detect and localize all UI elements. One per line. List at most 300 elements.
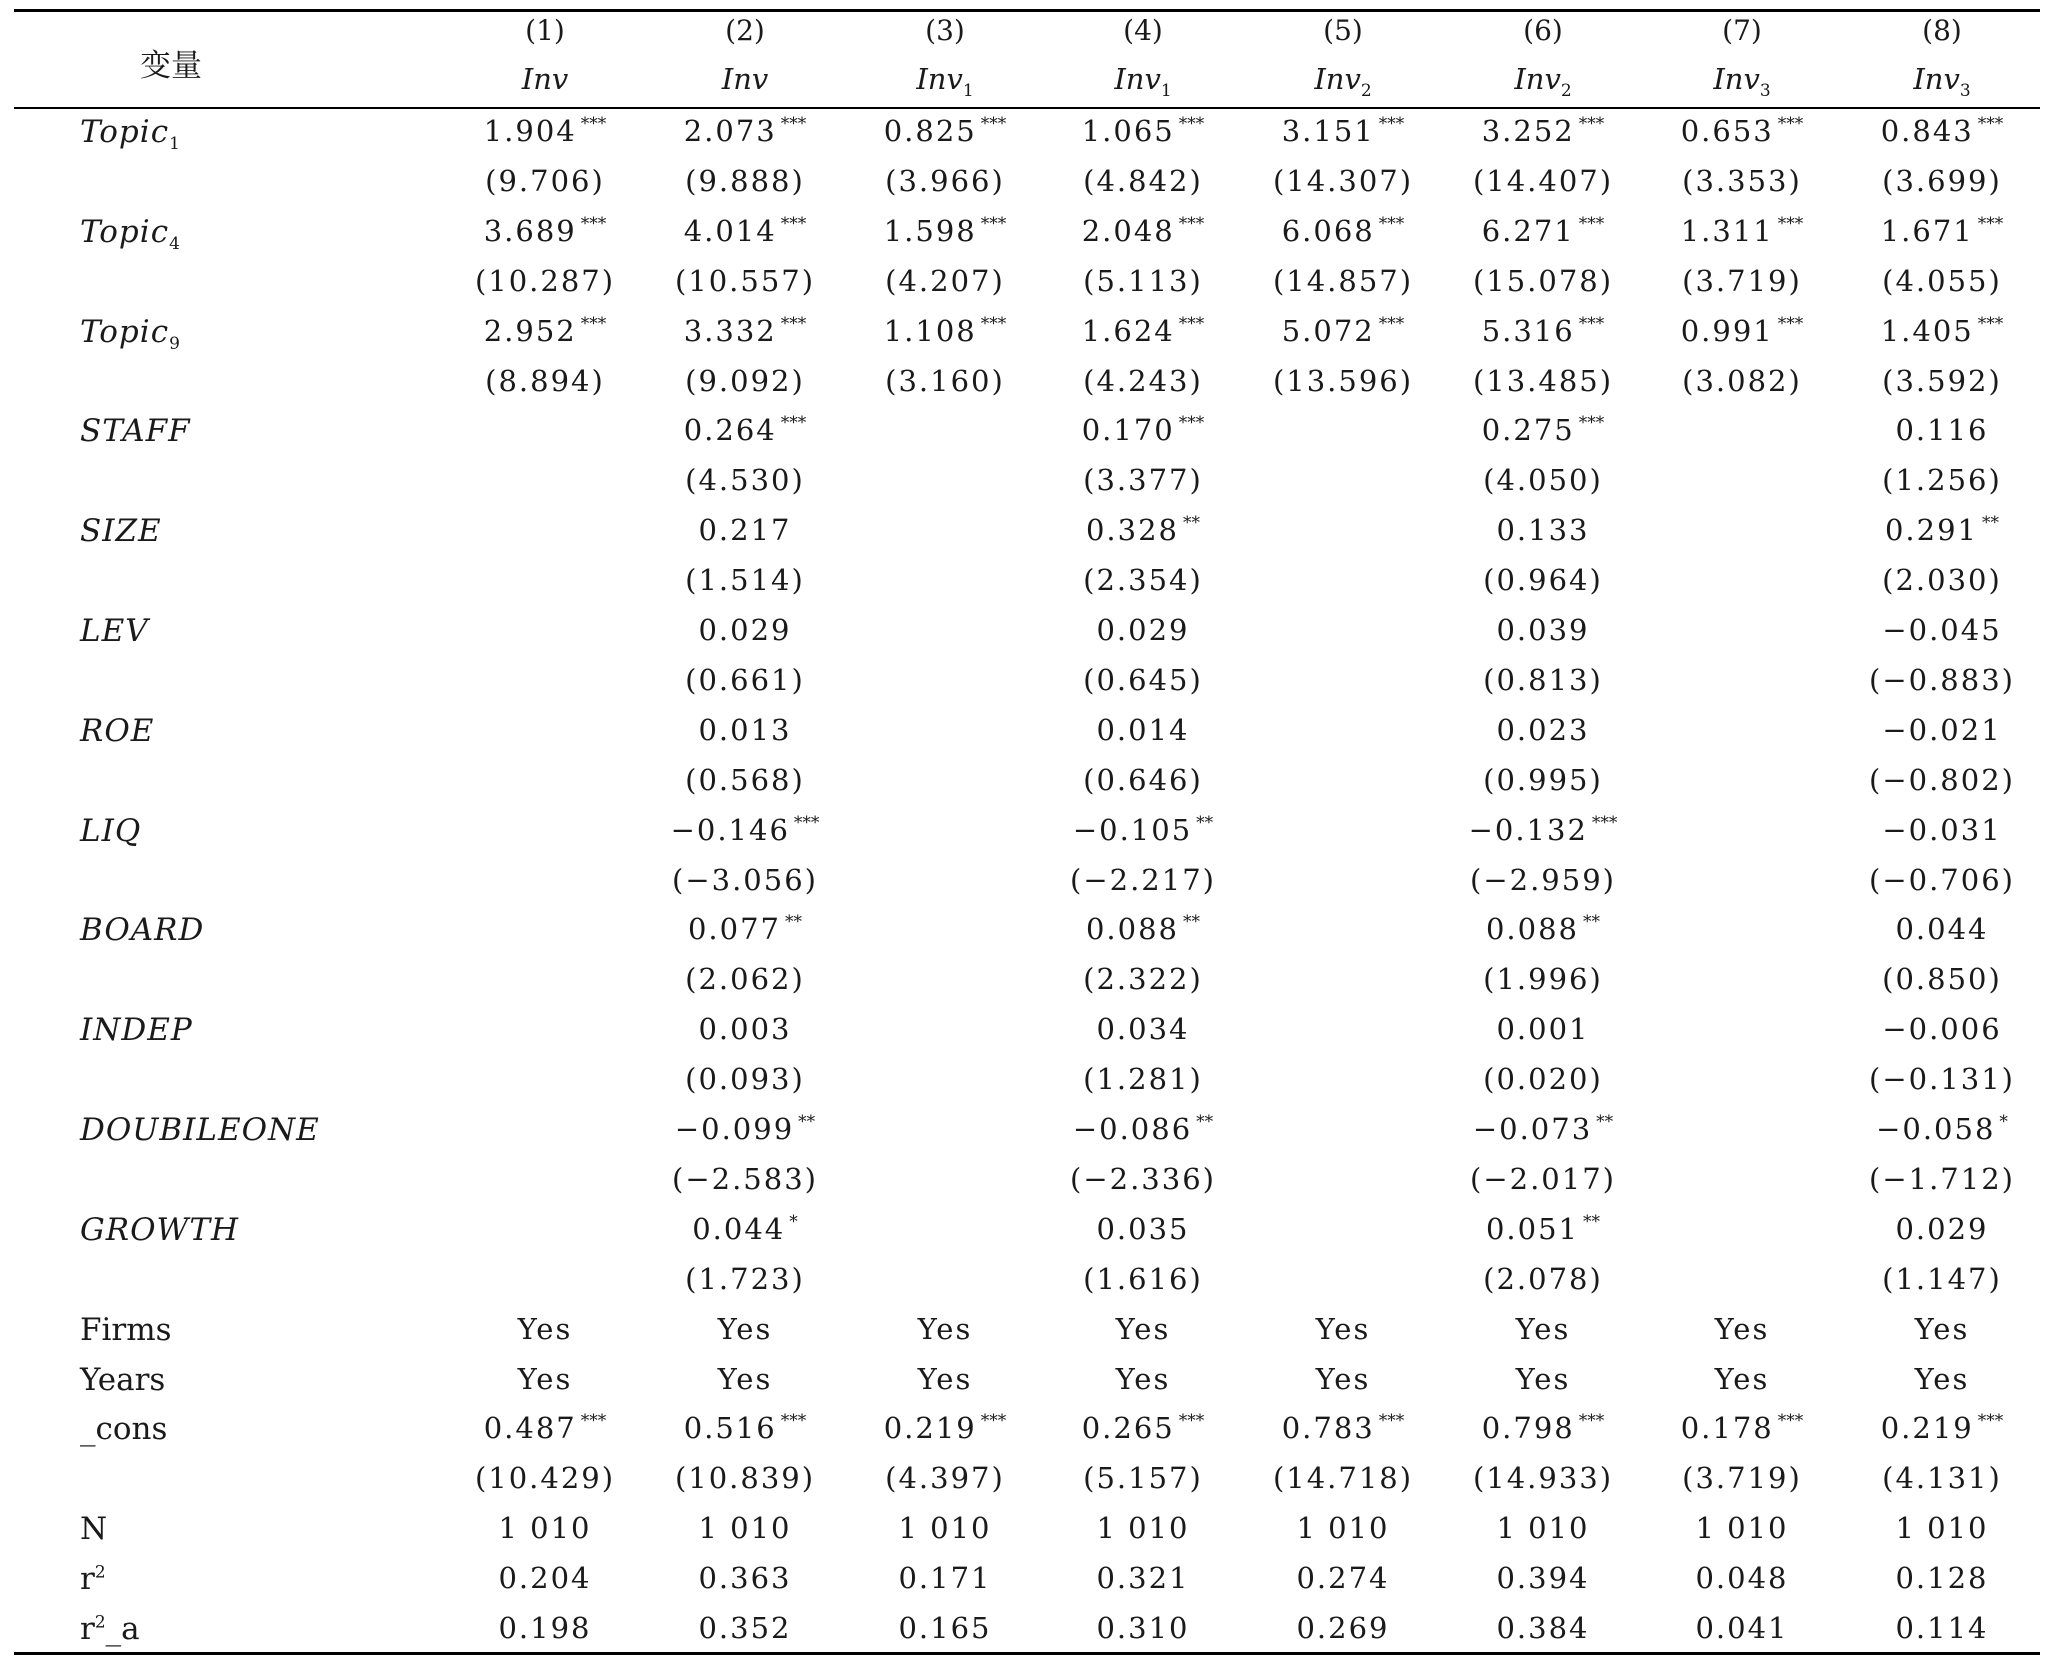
- table-row: [0, 663, 2048, 711]
- significance-stars: ***: [1977, 313, 2004, 334]
- row-label: STAFF: [80, 413, 191, 450]
- row-label: $r^2$: [80, 1561, 106, 1598]
- table-cell: Yes: [717, 1361, 773, 1396]
- table-cell: Yes: [1914, 1311, 1970, 1346]
- column-number: (1): [525, 14, 565, 47]
- significance-stars: ***: [1578, 114, 1605, 134]
- table-cell: Yes: [1714, 1311, 1770, 1346]
- table-row: [0, 813, 2048, 861]
- significance-stars: **: [1583, 912, 1601, 933]
- table-cell: (14.933): [1472, 1461, 1614, 1496]
- row-label: LIQ: [80, 812, 142, 849]
- table-cell: (2.078): [1483, 1261, 1603, 1296]
- table-row: [0, 1561, 2048, 1609]
- table-cell: (0.645): [1083, 662, 1203, 697]
- column-header: [1263, 0, 1423, 100]
- table-row: [0, 1012, 2048, 1060]
- table-cell: Yes: [1914, 1361, 1970, 1396]
- variable-column-header: 变量: [140, 48, 202, 84]
- significance-stars: ***: [1178, 213, 1205, 234]
- table-row: [0, 1312, 2048, 1360]
- table-cell: (0.813): [1483, 662, 1603, 697]
- significance-stars: **: [1596, 1112, 1614, 1132]
- column-header: [1662, 0, 1822, 100]
- table-cell: (10.839): [674, 1461, 816, 1496]
- table-cell: (0.568): [685, 762, 805, 797]
- table-cell: (3.592): [1882, 363, 2002, 398]
- table-cell: (0.093): [685, 1062, 805, 1097]
- table-cell: −0.073 **: [1472, 1112, 1614, 1146]
- table-cell: (0.020): [1483, 1062, 1603, 1097]
- significance-stars: ***: [1777, 1411, 1804, 1432]
- table-cell: −0.146 ***: [670, 812, 820, 847]
- table-cell: (14.307): [1272, 163, 1414, 198]
- row-label: $r^2\_a$: [80, 1611, 140, 1647]
- column-number: (4): [1123, 14, 1163, 47]
- table-cell: 0.014: [1096, 712, 1190, 747]
- table-cell: 0.328 **: [1085, 513, 1201, 548]
- table-cell: (4.055): [1882, 263, 2002, 298]
- table-cell: 0.204: [498, 1561, 592, 1596]
- row-label: Topic$_1$: [80, 114, 181, 155]
- significance-stars: ***: [1378, 313, 1405, 334]
- significance-stars: ***: [780, 213, 807, 234]
- significance-stars: ***: [580, 1411, 607, 1432]
- table-row: [0, 513, 2048, 561]
- table-cell: 0.088 **: [1485, 912, 1601, 947]
- significance-stars: *: [789, 1211, 798, 1232]
- significance-stars: **: [798, 1112, 816, 1132]
- table-cell: −0.006: [1882, 1012, 2002, 1047]
- table-row: [0, 713, 2048, 761]
- table-cell: (2.062): [685, 962, 805, 997]
- table-cell: (−0.883): [1869, 662, 2015, 697]
- table-cell: (4.243): [1083, 363, 1203, 398]
- table-row: [0, 1461, 2048, 1509]
- significance-stars: ***: [1591, 812, 1618, 833]
- table-cell: 1.624 ***: [1081, 313, 1205, 348]
- table-cell: (2.354): [1083, 563, 1203, 598]
- table-cell: Yes: [1515, 1311, 1571, 1346]
- row-label: SIZE: [80, 513, 162, 550]
- significance-stars: ***: [1777, 213, 1804, 234]
- table-cell: (2.030): [1882, 563, 2002, 598]
- table-cell: (−2.959): [1470, 862, 1616, 897]
- table-cell: 0.291 **: [1884, 513, 2000, 548]
- significance-stars: ***: [780, 413, 807, 434]
- table-row: [0, 962, 2048, 1010]
- column-header: [665, 0, 825, 100]
- table-cell: 1 010: [698, 1511, 792, 1546]
- table-cell: 0.783 ***: [1281, 1411, 1405, 1446]
- table-cell: (1.616): [1083, 1261, 1203, 1296]
- table-cell: 1 010: [498, 1511, 592, 1546]
- table-cell: 3.332 ***: [683, 313, 807, 348]
- significance-stars: ***: [1178, 114, 1205, 134]
- table-cell: 1 010: [1895, 1511, 1989, 1546]
- table-cell: (14.407): [1472, 163, 1614, 198]
- table-cell: (10.557): [674, 263, 816, 298]
- table-cell: 0.217: [698, 513, 792, 548]
- table-cell: 0.198: [498, 1611, 592, 1645]
- significance-stars: ***: [1178, 413, 1205, 434]
- table-row: [0, 1511, 2048, 1559]
- table-cell: (3.719): [1682, 263, 1802, 298]
- table-cell: 2.952 ***: [483, 313, 607, 348]
- table-cell: 0.394: [1496, 1561, 1590, 1596]
- table-cell: 5.072 ***: [1281, 313, 1405, 348]
- table-cell: 0.274: [1296, 1561, 1390, 1596]
- table-cell: 2.048 ***: [1081, 213, 1205, 248]
- table-cell: (−0.706): [1869, 862, 2015, 897]
- table-cell: 0.265 ***: [1081, 1411, 1205, 1446]
- significance-stars: ***: [980, 313, 1007, 334]
- table-cell: 0.170 ***: [1081, 413, 1205, 448]
- table-cell: 0.044 *: [692, 1211, 798, 1246]
- table-cell: (5.113): [1083, 263, 1203, 298]
- table-cell: 1 010: [898, 1511, 992, 1546]
- significance-stars: ***: [1977, 1411, 2004, 1432]
- table-cell: (15.078): [1472, 263, 1614, 298]
- table-row: [0, 264, 2048, 312]
- table-cell: (13.485): [1472, 363, 1614, 398]
- table-cell: −0.021: [1882, 712, 2002, 747]
- table-cell: 0.798 ***: [1481, 1411, 1605, 1446]
- table-cell: Yes: [917, 1311, 973, 1346]
- table-cell: −0.105 **: [1072, 812, 1214, 847]
- table-cell: 0.077 **: [687, 912, 803, 947]
- column-header: [1463, 0, 1623, 100]
- significance-stars: ***: [1977, 213, 2004, 234]
- table-cell: (2.322): [1083, 962, 1203, 997]
- table-cell: 3.151 ***: [1281, 114, 1405, 148]
- significance-stars: **: [1196, 1112, 1214, 1132]
- table-cell: 2.073 ***: [683, 114, 807, 148]
- significance-stars: ***: [1977, 114, 2004, 134]
- table-cell: (4.131): [1882, 1461, 2002, 1496]
- table-cell: (3.699): [1882, 163, 2002, 198]
- significance-stars: ***: [1378, 213, 1405, 234]
- table-row: [0, 763, 2048, 811]
- column-number: (8): [1922, 14, 1962, 47]
- dependent-variable: Inv$_3$: [1713, 62, 1771, 101]
- dependent-variable: Inv$_2$: [1514, 62, 1572, 101]
- significance-stars: **: [1583, 1211, 1601, 1232]
- significance-stars: ***: [780, 1411, 807, 1432]
- significance-stars: ***: [1578, 413, 1605, 434]
- table-cell: −0.099 **: [674, 1112, 816, 1146]
- table-cell: 0.487 ***: [483, 1411, 607, 1446]
- table-cell: −0.132 ***: [1468, 812, 1618, 847]
- column-number: (5): [1323, 14, 1363, 47]
- table-row: [0, 1062, 2048, 1110]
- table-cell: 0.843 ***: [1880, 114, 2004, 148]
- table-cell: 0.991 ***: [1680, 313, 1804, 348]
- significance-stars: ***: [980, 213, 1007, 234]
- table-cell: (−1.712): [1869, 1161, 2015, 1196]
- table-cell: 1.904 ***: [483, 114, 607, 148]
- significance-stars: **: [1982, 513, 2000, 534]
- row-label: GROWTH: [80, 1211, 240, 1248]
- table-cell: Yes: [917, 1361, 973, 1396]
- table-cell: 1.405 ***: [1880, 313, 2004, 348]
- table-cell: 0.039: [1496, 613, 1590, 647]
- table-row: [0, 314, 2048, 362]
- table-row: [0, 364, 2048, 412]
- table-row: [0, 413, 2048, 461]
- table-cell: (8.894): [485, 363, 605, 398]
- table-cell: (3.966): [885, 163, 1005, 198]
- table-row: [0, 1362, 2048, 1410]
- significance-stars: ***: [1378, 114, 1405, 134]
- table-row: [0, 912, 2048, 960]
- table-cell: 0.034: [1096, 1012, 1190, 1047]
- significance-stars: ***: [1578, 213, 1605, 234]
- table-cell: 4.014 ***: [683, 213, 807, 248]
- table-header-rule: [14, 107, 2040, 109]
- table-cell: 0.165: [898, 1611, 992, 1645]
- table-cell: Yes: [717, 1311, 773, 1346]
- table-cell: (14.857): [1272, 263, 1414, 298]
- dependent-variable: Inv$_3$: [1913, 62, 1971, 101]
- significance-stars: ***: [580, 114, 607, 134]
- table-cell: 0.352: [698, 1611, 792, 1645]
- table-cell: (3.353): [1682, 163, 1802, 198]
- table-cell: (9.092): [685, 363, 805, 398]
- table-row: [0, 1212, 2048, 1260]
- row-label: ROE: [80, 712, 155, 749]
- table-cell: 0.116: [1895, 413, 1989, 448]
- table-cell: 5.316 ***: [1481, 313, 1605, 348]
- table-cell: 0.051 **: [1485, 1211, 1601, 1246]
- column-number: (2): [725, 14, 765, 47]
- table-cell: (1.723): [685, 1261, 805, 1296]
- column-header: [1862, 0, 2022, 100]
- table-cell: 0.219 ***: [883, 1411, 1007, 1446]
- table-cell: 3.252 ***: [1481, 114, 1605, 148]
- row-label: BOARD: [80, 912, 205, 949]
- table-cell: (1.147): [1882, 1261, 2002, 1296]
- table-cell: 0.041: [1695, 1611, 1789, 1645]
- table-cell: Yes: [1115, 1311, 1171, 1346]
- table-cell: 1.108 ***: [883, 313, 1007, 348]
- table-cell: 1.671 ***: [1880, 213, 2004, 248]
- row-label: Firms: [80, 1311, 172, 1348]
- row-label: _cons: [80, 1411, 168, 1448]
- significance-stars: ***: [580, 313, 607, 334]
- table-cell: Yes: [1115, 1361, 1171, 1396]
- table-cell: Yes: [1714, 1361, 1770, 1396]
- table-cell: 0.088 **: [1085, 912, 1201, 947]
- table-row: [0, 1411, 2048, 1459]
- row-label: Topic$_9$: [80, 313, 181, 354]
- table-cell: (3.082): [1682, 363, 1802, 398]
- table-cell: 0.035: [1096, 1211, 1190, 1246]
- table-cell: 0.825 ***: [883, 114, 1007, 148]
- dependent-variable: Inv$_2$: [1314, 62, 1372, 101]
- significance-stars: ***: [980, 1411, 1007, 1432]
- table-row: [0, 164, 2048, 212]
- significance-stars: ***: [780, 114, 807, 134]
- table-cell: Yes: [517, 1311, 573, 1346]
- row-label: N: [80, 1511, 108, 1548]
- significance-stars: ***: [1777, 313, 1804, 334]
- table-cell: (0.850): [1882, 962, 2002, 997]
- table-cell: 6.271 ***: [1481, 213, 1605, 248]
- dependent-variable: Inv$_1$: [916, 62, 974, 101]
- dependent-variable: Inv: [721, 62, 769, 96]
- table-cell: (13.596): [1272, 363, 1414, 398]
- table-cell: 0.516 ***: [683, 1411, 807, 1446]
- table-cell: 0.133: [1496, 513, 1590, 548]
- table-cell: −0.045: [1882, 613, 2002, 647]
- table-cell: (14.718): [1272, 1461, 1414, 1496]
- table-cell: 0.128: [1895, 1561, 1989, 1596]
- table-cell: 0.114: [1895, 1611, 1989, 1645]
- table-cell: 0.321: [1096, 1561, 1190, 1596]
- significance-stars: **: [785, 912, 803, 933]
- significance-stars: *: [1999, 1112, 2008, 1132]
- table-cell: (0.646): [1083, 762, 1203, 797]
- table-cell: 0.013: [698, 712, 792, 747]
- table-cell: Yes: [1515, 1361, 1571, 1396]
- table-cell: 1 010: [1296, 1511, 1390, 1546]
- table-cell: 3.689 ***: [483, 213, 607, 248]
- table-cell: 1 010: [1695, 1511, 1789, 1546]
- significance-stars: ***: [1178, 313, 1205, 334]
- table-cell: 1 010: [1496, 1511, 1590, 1546]
- table-cell: (4.050): [1483, 463, 1603, 498]
- table-cell: Yes: [1315, 1311, 1371, 1346]
- row-label: Topic$_4$: [80, 213, 181, 254]
- column-number: (6): [1523, 14, 1563, 47]
- table-cell: (−3.056): [672, 862, 818, 897]
- table-cell: (1.281): [1083, 1062, 1203, 1097]
- significance-stars: ***: [793, 812, 820, 833]
- table-cell: 0.023: [1496, 712, 1590, 747]
- significance-stars: ***: [1578, 1411, 1605, 1432]
- table-cell: −0.058 *: [1876, 1112, 2008, 1146]
- table-cell: 0.029: [1895, 1211, 1989, 1246]
- table-cell: 0.275 ***: [1481, 413, 1605, 448]
- table-cell: (0.995): [1483, 762, 1603, 797]
- table-cell: 1 010: [1096, 1511, 1190, 1546]
- table-row: [0, 463, 2048, 511]
- table-cell: (3.377): [1083, 463, 1203, 498]
- table-cell: (9.706): [485, 163, 605, 198]
- table-cell: −0.031: [1882, 812, 2002, 847]
- table-cell: 1.065 ***: [1081, 114, 1205, 148]
- significance-stars: ***: [1178, 1411, 1205, 1432]
- table-cell: 0.264 ***: [683, 413, 807, 448]
- column-header: [865, 0, 1025, 100]
- table-row: [0, 214, 2048, 262]
- table-cell: (10.429): [474, 1461, 616, 1496]
- column-header: [1063, 0, 1223, 100]
- row-label: LEV: [80, 613, 149, 649]
- table-cell: (4.397): [885, 1461, 1005, 1496]
- table-cell: 0.003: [698, 1012, 792, 1047]
- table-row: [0, 863, 2048, 911]
- row-label: Years: [80, 1361, 166, 1398]
- table-row: [0, 114, 2048, 162]
- table-cell: (4.207): [885, 263, 1005, 298]
- table-cell: (−0.131): [1869, 1062, 2015, 1097]
- significance-stars: **: [1196, 812, 1214, 833]
- table-row: [0, 1611, 2048, 1659]
- significance-stars: **: [1183, 912, 1201, 933]
- column-number: (3): [925, 14, 965, 47]
- table-cell: (−2.583): [672, 1161, 818, 1196]
- table-cell: 0.269: [1296, 1611, 1390, 1645]
- significance-stars: ***: [980, 114, 1007, 134]
- table-cell: 0.171: [898, 1561, 992, 1596]
- table-cell: 0.048: [1695, 1561, 1789, 1596]
- table-cell: (4.530): [685, 463, 805, 498]
- table-cell: 0.044: [1895, 912, 1989, 947]
- significance-stars: ***: [1378, 1411, 1405, 1432]
- table-cell: 0.653 ***: [1680, 114, 1804, 148]
- dependent-variable: Inv$_1$: [1114, 62, 1172, 101]
- table-row: [0, 1112, 2048, 1160]
- table-cell: −0.086 **: [1072, 1112, 1214, 1146]
- table-cell: Yes: [517, 1361, 573, 1396]
- table-cell: 0.384: [1496, 1611, 1590, 1645]
- table-cell: 0.363: [698, 1561, 792, 1596]
- row-label: INDEP: [80, 1012, 193, 1049]
- table-cell: (1.256): [1882, 463, 2002, 498]
- table-cell: Yes: [1315, 1361, 1371, 1396]
- significance-stars: ***: [1578, 313, 1605, 334]
- column-number: (7): [1722, 14, 1762, 47]
- table-cell: (4.842): [1083, 163, 1203, 198]
- table-cell: 0.178 ***: [1680, 1411, 1804, 1446]
- table-cell: (0.964): [1483, 563, 1603, 598]
- table-cell: (9.888): [685, 163, 805, 198]
- table-cell: 0.310: [1096, 1611, 1190, 1645]
- table-row: [0, 563, 2048, 611]
- table-cell: 1.598 ***: [883, 213, 1007, 248]
- table-cell: (1.514): [685, 563, 805, 598]
- table-cell: 0.219 ***: [1880, 1411, 2004, 1446]
- significance-stars: **: [1183, 513, 1201, 534]
- table-cell: (−2.336): [1070, 1161, 1216, 1196]
- table-cell: (−0.802): [1869, 762, 2015, 797]
- table-cell: (−2.217): [1070, 862, 1216, 897]
- table-cell: (3.160): [885, 363, 1005, 398]
- table-row: [0, 1162, 2048, 1210]
- table-row: [0, 613, 2048, 661]
- table-cell: 0.029: [1096, 613, 1190, 647]
- significance-stars: ***: [1777, 114, 1804, 134]
- row-label: DOUBILEONE: [80, 1112, 320, 1148]
- table-cell: (−2.017): [1470, 1161, 1616, 1196]
- table-cell: 6.068 ***: [1281, 213, 1405, 248]
- table-cell: (10.287): [474, 263, 616, 298]
- table-cell: 0.001: [1496, 1012, 1590, 1047]
- table-row: [0, 1262, 2048, 1310]
- table-cell: (1.996): [1483, 962, 1603, 997]
- table-cell: 1.311 ***: [1680, 213, 1804, 248]
- table-cell: (5.157): [1083, 1461, 1203, 1496]
- table-cell: 0.029: [698, 613, 792, 647]
- table-cell: (0.661): [685, 662, 805, 697]
- significance-stars: ***: [780, 313, 807, 334]
- column-header: [465, 0, 625, 100]
- table-cell: (3.719): [1682, 1461, 1802, 1496]
- significance-stars: ***: [580, 213, 607, 234]
- dependent-variable: Inv: [521, 62, 569, 96]
